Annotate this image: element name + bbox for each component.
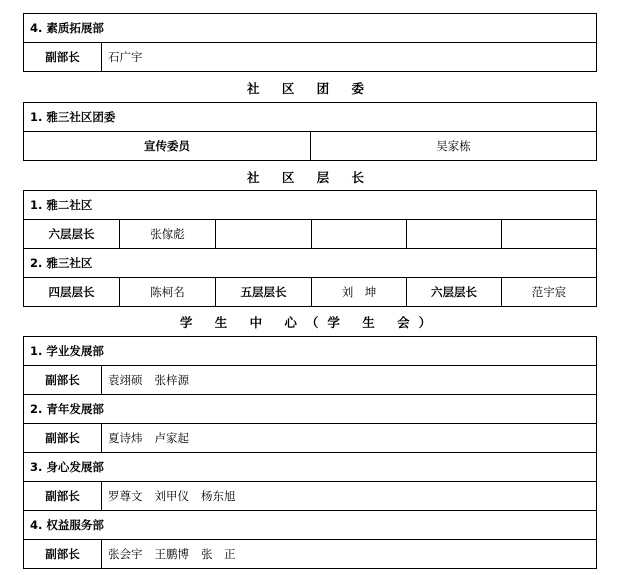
floor-role-label: 六层层长 [407, 278, 502, 307]
dept-header: 1. 雅二社区 [24, 191, 597, 220]
role-label: 副部长 [24, 482, 102, 511]
section-heading-community-floor: 社 区 层 长 [246, 170, 374, 185]
student-center-table [23, 336, 597, 569]
floor-leader-name: 范宇宸 [502, 278, 597, 307]
dept-header: 2. 雅三社区 [24, 249, 597, 278]
member-names [102, 43, 597, 72]
member-name: 杨东旭 [201, 489, 236, 503]
dept-header: 2. 青年发展部 [24, 395, 597, 424]
role-label: 副部长 [24, 424, 102, 453]
dept-header: 3. 身心发展部 [24, 453, 597, 482]
member-names [102, 366, 597, 395]
role-label: 宣传委员 [24, 132, 311, 161]
dept-header: 4. 权益服务部 [24, 511, 597, 540]
floor-role-label: 六层层长 [24, 220, 120, 249]
quality-development-table [23, 13, 597, 72]
table-student-center [23, 336, 597, 569]
empty-cell [407, 220, 502, 249]
member-names [102, 540, 597, 569]
floor-role-label: 四层层长 [24, 278, 120, 307]
section-heading-community-league: 社 区 团 委 [246, 81, 374, 96]
empty-cell [216, 220, 312, 249]
member-name: 刘甲仪 [154, 489, 189, 503]
community-league-table [23, 102, 597, 161]
floor-role-label: 五层层长 [216, 278, 312, 307]
dept-header: 1. 雅三社区团委 [24, 103, 597, 132]
member-name: 张会宇 [108, 547, 143, 561]
empty-cell [502, 220, 597, 249]
table-community-floor [23, 190, 597, 307]
empty-cell [312, 220, 407, 249]
member-names [102, 424, 597, 453]
dept-header: 1. 学业发展部 [24, 337, 597, 366]
table-community-league [23, 102, 597, 161]
member-name: 卢家起 [154, 431, 189, 445]
member-name: 夏诗炜 [108, 431, 143, 445]
floor-leader-name: 刘 坤 [312, 278, 407, 307]
role-label: 副部长 [24, 540, 102, 569]
section-heading-student-center: 学 生 中 心（学 生 会） [179, 315, 441, 330]
role-label: 副部长 [24, 43, 102, 72]
dept-header: 4. 素质拓展部 [24, 14, 597, 43]
member-name: 石广宇 [108, 50, 143, 64]
member-name: 王鹏博 [154, 547, 189, 561]
role-label: 副部长 [24, 366, 102, 395]
member-name: 张 正 [201, 547, 236, 561]
member-name: 吴家栋 [311, 132, 597, 161]
table-quality-development [23, 13, 597, 72]
member-names [102, 482, 597, 511]
floor-leader-name: 陈柯名 [120, 278, 216, 307]
member-name: 张梓源 [154, 373, 189, 387]
member-name: 罗尊文 [108, 489, 143, 503]
community-floor-table [23, 190, 597, 307]
floor-leader-name: 张傢彪 [120, 220, 216, 249]
member-name: 袁翊硕 [108, 373, 143, 387]
